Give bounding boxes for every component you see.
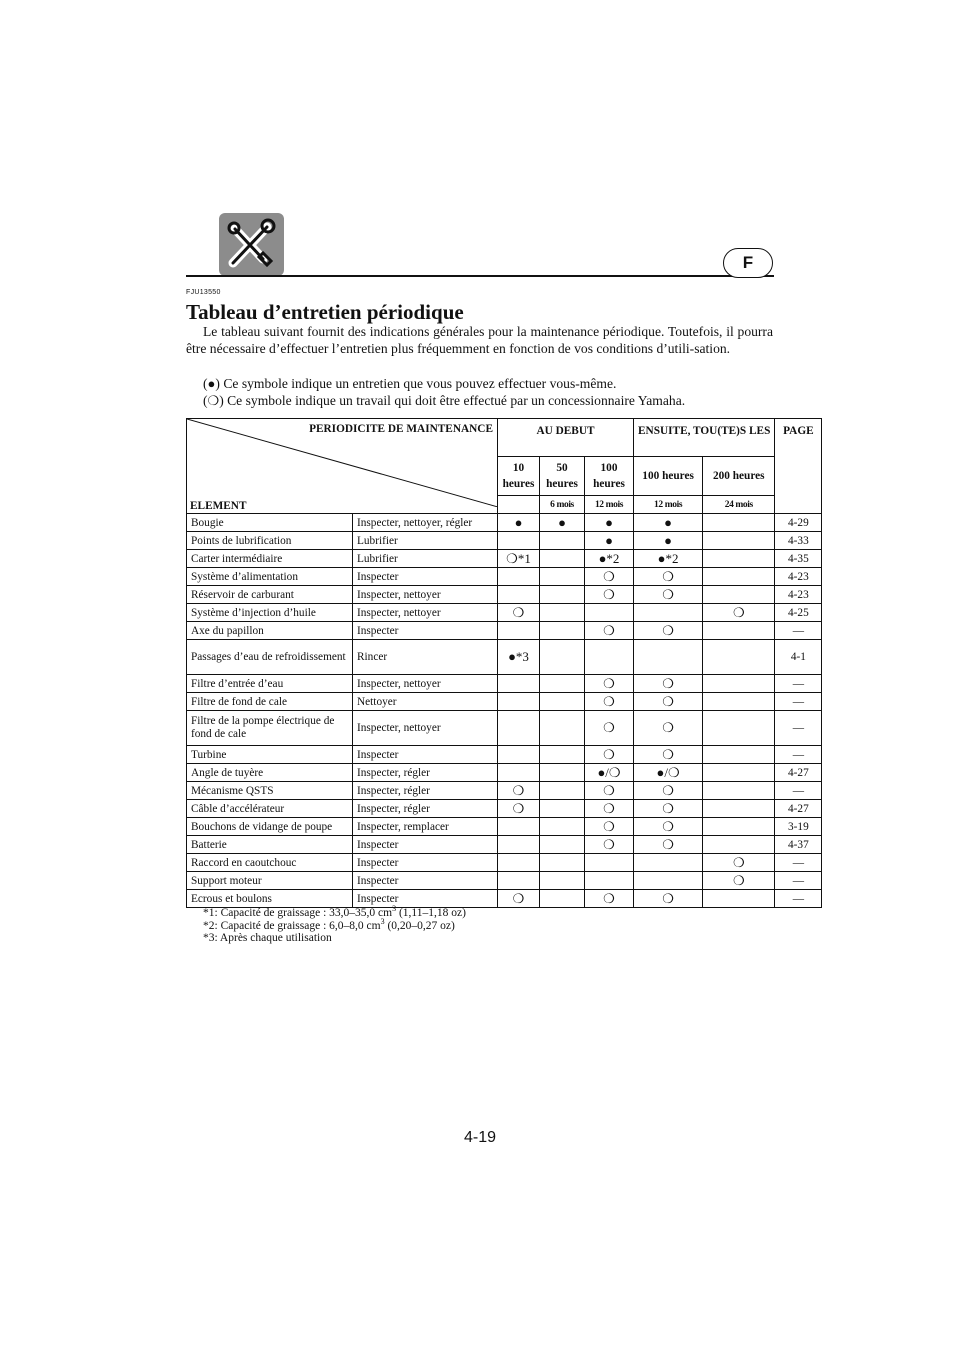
- filled-circle-icon: ●*2: [657, 550, 679, 566]
- header-rule: [186, 275, 774, 277]
- table-row: [187, 675, 822, 693]
- footnote-1: *1: Capacité de graissage : 33,0–35,0 $cm^3$ (1,11–1,18 oz): [203, 904, 466, 919]
- row-element: Bougie: [187, 514, 353, 532]
- row-interval-cell: [540, 711, 585, 746]
- header-element: ELEMENT: [190, 500, 247, 512]
- row-page: —: [775, 675, 822, 693]
- row-element: Bouchons de vidange de poupe: [187, 818, 353, 836]
- row-interval-cell: [540, 568, 585, 586]
- row-interval-cell: [498, 854, 540, 872]
- filled-circle-icon: ●: [514, 514, 523, 530]
- row-action: Inspecter: [353, 746, 498, 764]
- row-interval-cell: [634, 890, 703, 908]
- open-circle-icon: ❍: [603, 586, 615, 602]
- row-page: 4-25: [775, 604, 822, 622]
- open-circle-icon: ❍: [207, 393, 220, 408]
- row-interval-cell: [498, 568, 540, 586]
- row-interval-cell: [498, 675, 540, 693]
- row-action: Inspecter: [353, 836, 498, 854]
- open-circle-icon: ❍: [732, 604, 745, 620]
- row-element: Carter intermédiaire: [187, 550, 353, 568]
- open-circle-icon: ❍: [603, 818, 615, 834]
- row-page: 4-23: [775, 586, 822, 604]
- row-interval-cell: [634, 586, 703, 604]
- row-interval-cell: [498, 514, 540, 532]
- filled-circle-icon: ●: [605, 514, 613, 530]
- open-circle-icon: ❍: [662, 800, 674, 816]
- row-interval-cell: [634, 675, 703, 693]
- row-page: —: [775, 693, 822, 711]
- open-circle-icon: ❍: [603, 622, 615, 638]
- row-interval-cell: [498, 604, 540, 622]
- row-element: Points de lubrification: [187, 532, 353, 550]
- header-diagonal-cell: [187, 419, 498, 514]
- row-interval-cell: [585, 532, 634, 550]
- table-row: [187, 711, 822, 746]
- row-interval-cell: [498, 550, 540, 568]
- table-row: [187, 854, 822, 872]
- row-interval-cell: [540, 586, 585, 604]
- row-interval-cell: [540, 890, 585, 908]
- row-interval-cell: [634, 764, 703, 782]
- footnote-3: *3: Après chaque utilisation: [203, 932, 332, 944]
- row-page: 4-33: [775, 532, 822, 550]
- row-interval-cell: [703, 818, 775, 836]
- legend-self-service: (●) Ce symbole indique un entretien que vous pouvez effectuer vous-même.: [203, 376, 617, 391]
- row-interval-cell: [585, 872, 634, 890]
- row-interval-cell: [498, 872, 540, 890]
- row-action: Inspecter, remplacer: [353, 818, 498, 836]
- row-interval-cell: [540, 622, 585, 640]
- row-interval-cell: [634, 568, 703, 586]
- filled-circle-icon: ●: [664, 514, 673, 530]
- row-interval-cell: [540, 782, 585, 800]
- row-interval-cell: [634, 514, 703, 532]
- row-element: Angle de tuyère: [187, 764, 353, 782]
- row-interval-cell: [498, 746, 540, 764]
- row-element: Passages d’eau de refroidissement: [187, 640, 353, 675]
- row-interval-cell: [634, 800, 703, 818]
- row-page: 4-37: [775, 836, 822, 854]
- row-interval-cell: [703, 586, 775, 604]
- row-action: Inspecter, nettoyer: [353, 675, 498, 693]
- doc-code: FJU13550: [186, 289, 221, 296]
- table-row: [187, 693, 822, 711]
- open-circle-icon: ❍: [603, 693, 615, 709]
- row-interval-cell: [540, 675, 585, 693]
- row-interval-cell: [585, 764, 634, 782]
- row-interval-cell: [703, 872, 775, 890]
- header-months-100a: 12 mois: [585, 496, 634, 514]
- row-interval-cell: [540, 800, 585, 818]
- filled-circle-icon: ●*2: [598, 550, 620, 566]
- row-interval-cell: [703, 640, 775, 675]
- table-row: [187, 568, 822, 586]
- row-interval-cell: [703, 550, 775, 568]
- footnote-2: *2: Capacité de graissage : 6,0–8,0 $cm^3$ (0,20–0,27 oz): [203, 916, 455, 932]
- filled-circle-icon: ●: [664, 532, 673, 548]
- open-circle-icon: ❍: [662, 622, 674, 638]
- row-element: Réservoir de carburant: [187, 586, 353, 604]
- page-number: 4-19: [463, 1129, 497, 1146]
- row-element: Ecrous et boulons: [187, 890, 353, 908]
- header-au-debut: AU DEBUT: [498, 419, 634, 457]
- open-circle-icon: ❍: [732, 854, 745, 870]
- header-hours-100b: 100 heures: [634, 457, 703, 496]
- table-row: [187, 818, 822, 836]
- row-interval-cell: [634, 872, 703, 890]
- row-interval-cell: [498, 622, 540, 640]
- row-interval-cell: [634, 746, 703, 764]
- row-page: 4-1: [775, 640, 822, 675]
- header-periodicite: PERIODICITE DE MAINTENANCE: [309, 423, 493, 435]
- row-interval-cell: [498, 764, 540, 782]
- row-interval-cell: [634, 854, 703, 872]
- row-page: —: [775, 890, 822, 908]
- row-element: Axe du papillon: [187, 622, 353, 640]
- header-hours-10: 10 heures: [498, 457, 540, 496]
- row-action: Lubrifier: [353, 550, 498, 568]
- row-interval-cell: [585, 711, 634, 746]
- row-interval-cell: [703, 532, 775, 550]
- row-interval-cell: [540, 514, 585, 532]
- table-row: [187, 604, 822, 622]
- row-interval-cell: [703, 514, 775, 532]
- row-action: Inspecter, nettoyer: [353, 604, 498, 622]
- row-interval-cell: [703, 693, 775, 711]
- row-page: —: [775, 782, 822, 800]
- filled-circle-icon: ●: [605, 532, 613, 548]
- row-interval-cell: [703, 890, 775, 908]
- row-interval-cell: [703, 675, 775, 693]
- row-interval-cell: [498, 836, 540, 854]
- open-circle-icon: ❍: [603, 568, 615, 584]
- row-page: 4-27: [775, 764, 822, 782]
- row-interval-cell: [585, 514, 634, 532]
- open-circle-icon: ❍: [603, 720, 615, 735]
- row-interval-cell: [540, 764, 585, 782]
- row-interval-cell: [540, 746, 585, 764]
- open-circle-icon: ❍: [662, 782, 674, 798]
- row-interval-cell: [703, 568, 775, 586]
- row-page: 4-35: [775, 550, 822, 568]
- row-interval-cell: [498, 890, 540, 908]
- header-months-50: 6 mois: [540, 496, 585, 514]
- open-circle-icon: ❍: [662, 720, 674, 735]
- row-interval-cell: [585, 693, 634, 711]
- row-element: Système d’alimentation: [187, 568, 353, 586]
- row-interval-cell: [540, 550, 585, 568]
- row-interval-cell: [634, 622, 703, 640]
- row-action: Inspecter, nettoyer: [353, 586, 498, 604]
- row-interval-cell: [498, 640, 540, 675]
- open-circle-icon: ❍: [603, 836, 615, 852]
- row-interval-cell: [703, 800, 775, 818]
- row-page: 4-23: [775, 568, 822, 586]
- row-action: Nettoyer: [353, 693, 498, 711]
- open-circle-icon: ❍: [662, 836, 674, 852]
- open-circle-icon: ❍: [662, 890, 674, 906]
- row-interval-cell: [498, 711, 540, 746]
- row-action: Inspecter: [353, 890, 498, 908]
- row-interval-cell: [498, 782, 540, 800]
- row-interval-cell: [585, 854, 634, 872]
- row-interval-cell: [585, 568, 634, 586]
- row-interval-cell: [634, 532, 703, 550]
- row-interval-cell: [585, 890, 634, 908]
- tools-icon: [219, 213, 284, 276]
- open-circle-icon: ❍: [512, 890, 525, 906]
- row-interval-cell: [634, 640, 703, 675]
- table-row: [187, 514, 822, 532]
- row-page: —: [775, 854, 822, 872]
- row-element: Raccord en caoutchouc: [187, 854, 353, 872]
- open-circle-icon: ❍: [662, 818, 674, 834]
- row-interval-cell: [585, 675, 634, 693]
- legend-dealer-service: (❍) Ce symbole indique un travail qui doit être effectué par un concessionnaire Yamaha.: [203, 393, 686, 408]
- table-row: [187, 764, 822, 782]
- row-interval-cell: [703, 854, 775, 872]
- table-row: [187, 550, 822, 568]
- row-interval-cell: [540, 693, 585, 711]
- row-element: Mécanisme QSTS: [187, 782, 353, 800]
- filled-circle-icon: ●/❍: [656, 764, 680, 780]
- open-circle-icon: ❍*1: [506, 550, 531, 566]
- row-interval-cell: [585, 746, 634, 764]
- table-row: [187, 622, 822, 640]
- row-action: Inspecter, régler: [353, 764, 498, 782]
- row-interval-cell: [634, 818, 703, 836]
- open-circle-icon: ❍: [662, 693, 674, 709]
- page-title: Tableau d’entretien périodique: [186, 300, 464, 324]
- table-row: [187, 782, 822, 800]
- open-circle-icon: ❍: [662, 586, 674, 602]
- table-row: [187, 746, 822, 764]
- open-circle-icon: ❍: [732, 872, 745, 888]
- table-row: [187, 532, 822, 550]
- row-interval-cell: [634, 550, 703, 568]
- row-interval-cell: [585, 818, 634, 836]
- row-interval-cell: [498, 818, 540, 836]
- row-interval-cell: [498, 800, 540, 818]
- row-action: Inspecter, régler: [353, 782, 498, 800]
- row-interval-cell: [634, 782, 703, 800]
- table-row: [187, 586, 822, 604]
- row-element: Câble d’accélérateur: [187, 800, 353, 818]
- row-page: —: [775, 872, 822, 890]
- row-element: Filtre d’entrée d’eau: [187, 675, 353, 693]
- table-row: [187, 800, 822, 818]
- row-action: Inspecter: [353, 872, 498, 890]
- open-circle-icon: ❍: [662, 746, 674, 762]
- header-months-200: 24 mois: [703, 496, 775, 514]
- language-badge: F: [723, 248, 773, 278]
- row-element: Turbine: [187, 746, 353, 764]
- row-element: Système d’injection d’huile: [187, 604, 353, 622]
- row-element: Filtre de fond de cale: [187, 693, 353, 711]
- row-page: —: [775, 746, 822, 764]
- row-interval-cell: [498, 586, 540, 604]
- row-page: 4-29: [775, 514, 822, 532]
- row-interval-cell: [585, 640, 634, 675]
- table-row: [187, 640, 822, 675]
- header-ensuite: ENSUITE, TOU(TE)S LES: [634, 419, 775, 457]
- row-interval-cell: [540, 818, 585, 836]
- row-action: Inspecter, régler: [353, 800, 498, 818]
- footnotes: [203, 904, 466, 945]
- row-interval-cell: [540, 532, 585, 550]
- row-action: Rincer: [353, 640, 498, 675]
- filled-circle-icon: ●*3: [508, 649, 529, 664]
- row-page: —: [775, 711, 822, 746]
- row-page: —: [775, 622, 822, 640]
- row-action: Inspecter: [353, 622, 498, 640]
- row-interval-cell: [585, 800, 634, 818]
- filled-circle-icon: ●: [558, 514, 566, 530]
- open-circle-icon: ❍: [603, 890, 615, 906]
- row-element: Batterie: [187, 836, 353, 854]
- row-interval-cell: [540, 836, 585, 854]
- open-circle-icon: ❍: [662, 675, 674, 691]
- row-interval-cell: [634, 604, 703, 622]
- row-action: Inspecter, nettoyer, régler: [353, 514, 498, 532]
- row-interval-cell: [585, 550, 634, 568]
- open-circle-icon: ❍: [603, 800, 615, 816]
- header-hours-100a: 100 heures: [585, 457, 634, 496]
- open-circle-icon: ❍: [603, 746, 615, 762]
- open-circle-icon: ❍: [512, 800, 525, 816]
- row-action: Inspecter: [353, 854, 498, 872]
- filled-circle-icon: ●: [207, 376, 216, 391]
- intro-paragraph: Le tableau suivant fournit des indications générales pour la maintenance périodique. Toutefois, il pourra être nécessaire d’effectuer l’entretien plus fréquemment en fonction de vos conditions d’utili-sation.: [186, 324, 773, 356]
- row-interval-cell: [703, 746, 775, 764]
- row-interval-cell: [498, 693, 540, 711]
- row-interval-cell: [498, 532, 540, 550]
- open-circle-icon: ❍: [603, 782, 615, 798]
- row-action: Inspecter: [353, 568, 498, 586]
- row-interval-cell: [703, 836, 775, 854]
- header-months-100b: 12 mois: [634, 496, 703, 514]
- row-element: Filtre de la pompe électrique de fond de cale: [187, 711, 353, 746]
- table-row: [187, 836, 822, 854]
- row-interval-cell: [634, 693, 703, 711]
- row-interval-cell: [703, 604, 775, 622]
- row-page: 3-19: [775, 818, 822, 836]
- row-interval-cell: [540, 604, 585, 622]
- row-interval-cell: [634, 711, 703, 746]
- open-circle-icon: ❍: [662, 568, 674, 584]
- row-interval-cell: [540, 872, 585, 890]
- row-interval-cell: [585, 586, 634, 604]
- row-interval-cell: [540, 640, 585, 675]
- row-action: Lubrifier: [353, 532, 498, 550]
- table-row: [187, 890, 822, 908]
- header-page: PAGE: [775, 419, 822, 514]
- open-circle-icon: ❍: [603, 675, 615, 691]
- header-hours-50: 50 heures: [540, 457, 585, 496]
- header-months-10: [498, 496, 540, 514]
- row-interval-cell: [585, 604, 634, 622]
- maintenance-table: [186, 418, 822, 908]
- row-action: Inspecter, nettoyer: [353, 711, 498, 746]
- row-interval-cell: [585, 782, 634, 800]
- row-interval-cell: [703, 782, 775, 800]
- table-row: [187, 872, 822, 890]
- row-interval-cell: [540, 854, 585, 872]
- row-interval-cell: [585, 622, 634, 640]
- header-hours-200: 200 heures: [703, 457, 775, 496]
- filled-circle-icon: ●/❍: [597, 764, 621, 780]
- open-circle-icon: ❍: [512, 782, 525, 798]
- row-interval-cell: [703, 711, 775, 746]
- row-interval-cell: [585, 836, 634, 854]
- row-page: 4-27: [775, 800, 822, 818]
- row-interval-cell: [703, 622, 775, 640]
- row-interval-cell: [634, 836, 703, 854]
- row-interval-cell: [703, 764, 775, 782]
- open-circle-icon: ❍: [512, 604, 525, 620]
- row-element: Support moteur: [187, 872, 353, 890]
